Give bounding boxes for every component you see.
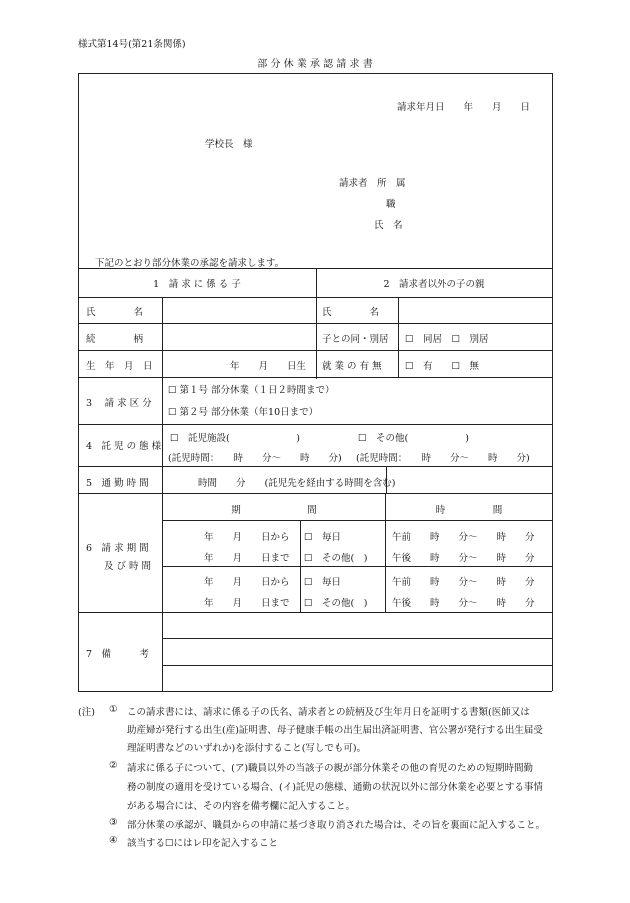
note-2-line-3: がある場合には、その内容を備考欄に記入すること。	[127, 801, 356, 812]
parent-job-value: ☐ 有 ☐ 無	[405, 361, 480, 372]
note-1-line-2: 助産婦が発行する出生(産)証明書、母子健康手帳の出生届出済証明書、官公署が発行する出生届受	[127, 725, 543, 736]
note-3-line-1: 部分休業の承認が、職員からの申請に基づき取り消された場合は、その旨を裏面に記入すること。	[127, 820, 546, 831]
addressee: 学校長 様	[205, 139, 253, 150]
time-header: 時 間	[435, 505, 503, 516]
section3-option1: ☐ 第１号 部分休業（１日２時間まで）	[168, 385, 335, 396]
pm-1: 午後 時 分～ 時 分	[392, 553, 535, 564]
section4-facility: ☐ 託児施設( )	[170, 433, 300, 444]
section2-header: 2 請求者以外の子の親	[383, 279, 485, 290]
section6-label-2: 及 び 時 間	[104, 561, 152, 572]
date-from-1: 年 月 日から	[204, 532, 290, 543]
section4-label: 4 託 児 の 態 様	[86, 441, 162, 452]
child-name-label: 氏 名	[86, 307, 144, 318]
requester-position: 職	[386, 199, 396, 210]
section3-label: 3 請 求 区 分	[86, 398, 152, 409]
note-4-number: ④	[109, 835, 118, 846]
form-title: 部 分 休 業 承 認 請 求 書	[257, 59, 373, 70]
note-1-line-1: この請求書には、請求に係る子の氏名、請求者との続柄及び生年月日を証明する書類(医師又は	[127, 707, 530, 718]
note-1-number: ①	[109, 704, 118, 715]
note-2-line-2: 務の制度の適用を受けている場合、(イ)託児の態様、通勤の状況以外に部分休業を必要とする事情	[127, 782, 543, 793]
daily-1: ☐ 毎日	[304, 532, 342, 543]
section6-label-1: 6 請 求 期 間	[86, 543, 149, 554]
section7-label: 7 備 考	[86, 649, 150, 660]
parent-name-label: 氏 名	[322, 307, 380, 318]
other-1: ☐ その他( )	[304, 553, 368, 564]
date-to-2: 年 月 日まで	[204, 598, 290, 609]
parent-cohabit-value: ☐ 同居 ☐ 別居	[405, 334, 489, 345]
section4-time-1: (託児時間： 時 分～ 時 分)	[168, 453, 342, 464]
parent-cohabit-label: 子との同・別居	[322, 334, 389, 345]
child-relation-label: 続 柄	[86, 334, 144, 345]
section3-option2: ☐ 第２号 部分休業（年10日まで）	[168, 407, 319, 418]
form-number: 様式第14号(第21条関係)	[78, 39, 186, 50]
pm-2: 午後 時 分～ 時 分	[392, 598, 535, 609]
parent-job-label: 就 業 の 有 無	[322, 361, 382, 372]
notes-mark: (注)	[78, 707, 95, 718]
child-birth-label: 生 年 月 日	[86, 361, 153, 372]
note-2-number: ②	[109, 760, 118, 771]
section5-value: 時間 分 (託児先を経由する時間を含む)	[198, 478, 396, 489]
am-2: 午前 時 分～ 時 分	[392, 577, 535, 588]
note-4-line-1: 該当する☐にはレ印を記入すること	[127, 838, 279, 849]
requester-affiliation: 請求者 所 属	[339, 178, 406, 189]
section1-header: 1 請 求 に 係 る 子	[153, 279, 241, 290]
note-1-line-3: 理証明書などのいずれか)を添付すること(写しでも可)。	[127, 743, 367, 754]
child-birth-value: 年 月 日生	[230, 361, 307, 372]
note-3-number: ③	[109, 817, 118, 828]
daily-2: ☐ 毎日	[304, 577, 342, 588]
note-2-line-1: 請求に係る子について、(ア)職員以外の当該子の親が部分休業その他の育児のための短期時間勤	[127, 763, 534, 774]
request-date: 請求年月日 年 月 日	[397, 102, 531, 113]
requester-name: 氏 名	[374, 220, 403, 231]
intro-text: 下記のとおり部分休業の承認を請求します。	[95, 258, 285, 269]
section4-other: ☐ その他( )	[358, 433, 469, 444]
am-1: 午前 時 分～ 時 分	[392, 532, 535, 543]
date-from-2: 年 月 日から	[204, 577, 290, 588]
section4-time-2: (託児時間： 時 分～ 時 分)	[356, 453, 530, 464]
period-header: 期 間	[231, 505, 317, 516]
other-2: ☐ その他( )	[304, 598, 368, 609]
section5-label: 5 通 勤 時 間	[86, 478, 149, 489]
date-to-1: 年 月 日まで	[204, 553, 290, 564]
